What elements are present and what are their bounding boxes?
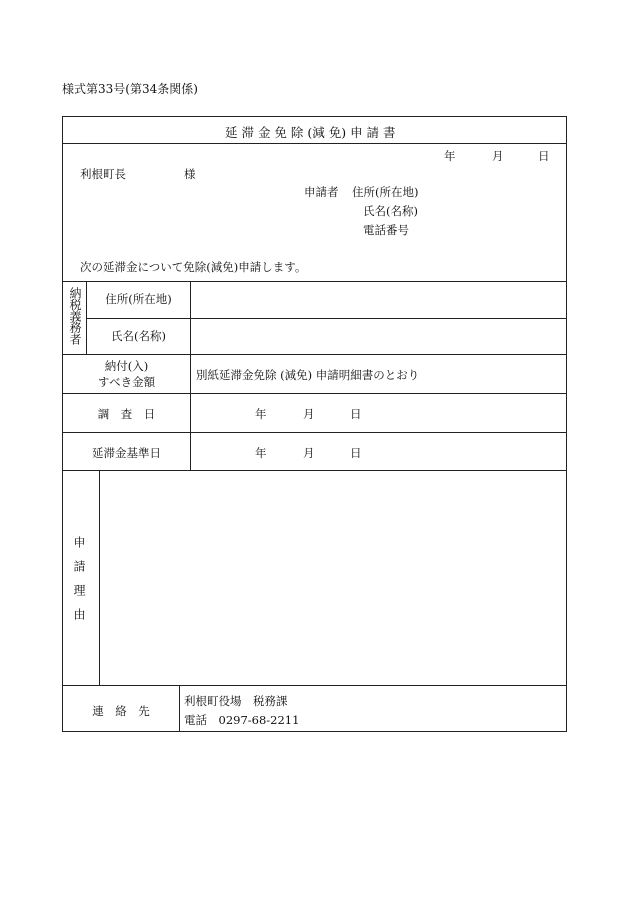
- taxpayer-address-label: 住所(所在地): [105, 292, 172, 306]
- date-day: 日: [538, 149, 550, 163]
- amount-value: 別紙延滞金免除 (減免) 申請明細書のとおり: [196, 368, 420, 382]
- reason-textarea[interactable]: [102, 472, 564, 683]
- reason-label-divider: [99, 470, 100, 685]
- taxpayer-name-label: 氏名(名称): [111, 329, 166, 343]
- header-section-divider: [63, 281, 566, 282]
- contact-label-divider: [179, 685, 180, 731]
- base-date-row-divider: [63, 470, 566, 471]
- taxpayer-label: 納税義務者: [68, 287, 82, 345]
- base-date-year: 年: [255, 446, 267, 460]
- contact-label: 連 絡 先: [92, 704, 150, 718]
- amount-row-divider: [63, 393, 566, 394]
- applicant-address-label: 住所(所在地): [352, 185, 419, 199]
- addressee-name: 利根町長: [80, 167, 126, 181]
- contact-phone: 電話 0297-68-2211: [184, 713, 300, 727]
- applicant-name-label: 氏名(名称): [363, 204, 418, 218]
- date-year: 年: [444, 149, 456, 163]
- investigation-row-divider: [63, 432, 566, 433]
- taxpayer-section-divider: [63, 354, 566, 355]
- applicant-label: 申請者: [304, 185, 339, 199]
- application-form: [62, 116, 567, 732]
- applicant-phone-label: 電話番号: [363, 223, 409, 237]
- reason-row-divider: [63, 685, 566, 686]
- investigation-date-month: 月: [303, 407, 315, 421]
- date-month: 月: [492, 149, 504, 163]
- addressee-honorific: 様: [184, 167, 196, 181]
- taxpayer-inner-divider: [86, 318, 566, 319]
- reason-label: 申請理由: [72, 536, 86, 632]
- base-date-month: 月: [303, 446, 315, 460]
- taxpayer-address-value[interactable]: [193, 283, 563, 316]
- taxpayer-name-value[interactable]: [193, 320, 563, 352]
- application-statement: 次の延滞金について免除(減免)申請します。: [80, 260, 307, 274]
- amount-label-line1: 納付(入): [104, 359, 149, 373]
- label-column-divider: [190, 281, 191, 470]
- form-title: 延 滞 金 免 除 (減 免) 申 請 書: [225, 125, 396, 140]
- investigation-date-label: 調 査 日: [97, 407, 156, 421]
- form-number: 様式第33号(第34条関係): [62, 82, 198, 96]
- title-divider: [63, 143, 566, 144]
- base-date-day: 日: [350, 446, 362, 460]
- amount-label-line2: すべき金額: [97, 375, 156, 389]
- contact-office: 利根町役場 税務課: [184, 694, 288, 708]
- investigation-date-year: 年: [255, 407, 267, 421]
- base-date-label: 延滞金基準日: [92, 446, 161, 460]
- investigation-date-day: 日: [350, 407, 362, 421]
